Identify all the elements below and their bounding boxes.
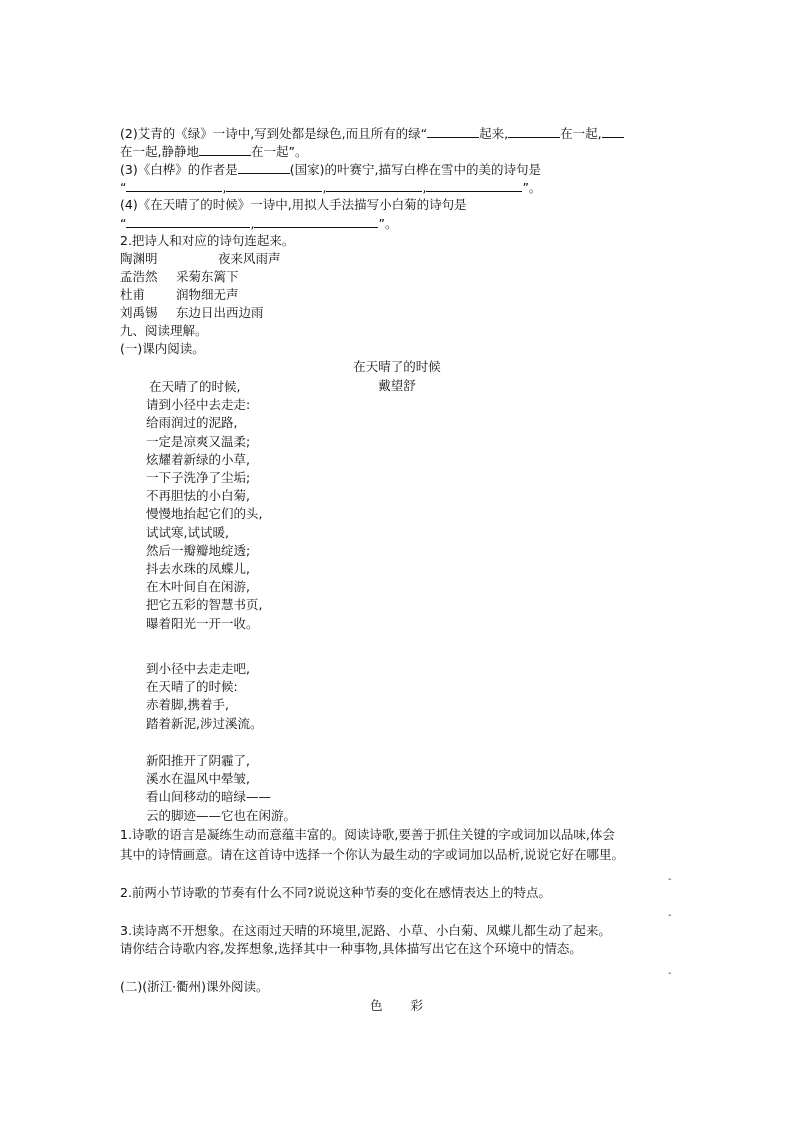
- match-line[interactable]: 东边日出西边雨: [176, 305, 264, 320]
- answer-blank[interactable]: [199, 142, 251, 156]
- match-poet[interactable]: 陶渊明: [120, 251, 158, 266]
- poem-line: 不再胆怯的小白菊,: [146, 488, 250, 504]
- match-line[interactable]: 采菊东篱下: [176, 269, 239, 284]
- poem-line: 抖去水珠的凤蝶儿,: [146, 561, 250, 576]
- answer-line-mark: -: [668, 874, 672, 885]
- poem-line: 在天晴了的时候,: [149, 379, 241, 394]
- match-line[interactable]: 夜来风雨声: [218, 251, 281, 266]
- part-title-2: (二)(浙江·衢州)课外阅读。: [120, 979, 269, 994]
- answer-blank[interactable]: [326, 178, 422, 192]
- match-poet[interactable]: 孟浩然: [120, 269, 158, 284]
- answer-blank[interactable]: [254, 214, 378, 228]
- match-question-title: 2.把诗人和对应的诗句连起来。: [120, 233, 295, 248]
- answer-blank[interactable]: [602, 124, 624, 138]
- poem-title: 在天晴了的时候: [353, 359, 441, 374]
- answer-line-mark: -: [668, 910, 672, 921]
- poem-line: 慢慢地抬起它们的头,: [146, 506, 263, 522]
- part-title: (一)课内阅读。: [120, 341, 205, 356]
- answer-blank[interactable]: [126, 214, 250, 228]
- answer-blank[interactable]: [226, 178, 322, 192]
- poem-line: 赤着脚,携着手,: [146, 697, 229, 713]
- answer-blank[interactable]: [126, 178, 222, 192]
- poem-line: 然后一瓣瓣地绽透;: [146, 542, 251, 558]
- reading-question-1-cont: 其中的诗情画意。请在这首诗中选择一个你认为最生动的字或词加以品析,说说它好在哪里。: [120, 847, 624, 862]
- match-poet[interactable]: 杜甫: [120, 287, 146, 302]
- poem-line: 请到小径中去走走:: [146, 397, 251, 413]
- poem-line: 溪水在温风中晕皱,: [146, 771, 250, 787]
- reading-question-3: 3.读诗离不开想象。在这雨过天晴的环境里,泥路、小草、小白菊、凤蝶儿都生动了起来。: [120, 923, 611, 938]
- fill-question-2: (2)艾青的《绿》一诗中,写到处都是绿色,而且所有的绿“ 起来, 在一起,: [120, 124, 624, 143]
- poem-line: 曝着阳光一开一收。: [146, 615, 259, 631]
- section-title: 九、阅读理解。: [120, 323, 208, 338]
- poem-line: 给雨润过的泥路,: [146, 415, 238, 431]
- poem-line: 把它五彩的智慧书页,: [146, 597, 263, 613]
- poem-line: 在天晴了的时候:: [146, 679, 238, 695]
- answer-blank[interactable]: [508, 124, 560, 138]
- reading-question-3-cont: 请你结合诗歌内容,发挥想象,选择其中一种事物,具体描写出它在这个环境中的情态。: [120, 941, 582, 956]
- poem-line: 一下子洗净了尘垢;: [146, 470, 251, 485]
- poem-line: 炫耀着新绿的小草,: [146, 451, 250, 467]
- fill-question-3: (3)《白桦》的作者是 (国家)的叶赛宁,描写白桦在雪中的美的诗句是: [120, 162, 541, 177]
- poem-line: 新阳推开了阴霾了,: [146, 753, 250, 768]
- poem-line: 到小径中去走走吧,: [146, 661, 250, 676]
- poem-line: 一定是凉爽又温柔;: [146, 433, 251, 449]
- poem-line: 云的脚迹——它也在闲游。: [146, 807, 297, 823]
- reading-question-1: 1.诗歌的语言是凝练生动而意蕴丰富的。阅读诗歌,要善于抓住关键的字或词加以品味,体会: [120, 827, 615, 842]
- answer-line-mark: -: [668, 968, 672, 979]
- poem-line: 看山间移动的暗绿——: [146, 789, 272, 805]
- article-title: 色 彩: [369, 998, 424, 1013]
- fill-question-2-cont: 在一起,静静地 在一起”。: [120, 144, 308, 159]
- match-line[interactable]: 润物细无声: [176, 287, 239, 302]
- reading-question-2: 2.前两小节诗歌的节奏有什么不同?说说这种节奏的变化在感情表达上的特点。: [120, 885, 552, 900]
- answer-blank[interactable]: [426, 178, 522, 192]
- answer-blank[interactable]: [427, 124, 479, 138]
- poem-line: 试试寒,试试暖,: [146, 524, 229, 540]
- poem-line: 踏着新泥,涉过溪流。: [146, 715, 263, 731]
- poem-author: 戴望舒: [378, 378, 416, 393]
- fill-question-4-cont: “ , ”。: [120, 216, 398, 231]
- match-poet[interactable]: 刘禹锡: [120, 305, 158, 320]
- fill-question-4: (4)《在天晴了的时候》一诗中,用拟人手法描写小白菊的诗句是: [120, 197, 467, 212]
- poem-line: 在木叶间自在闲游,: [146, 579, 250, 595]
- fill-question-3-cont: “ , , , ”。: [120, 180, 542, 195]
- answer-blank[interactable]: [238, 160, 290, 174]
